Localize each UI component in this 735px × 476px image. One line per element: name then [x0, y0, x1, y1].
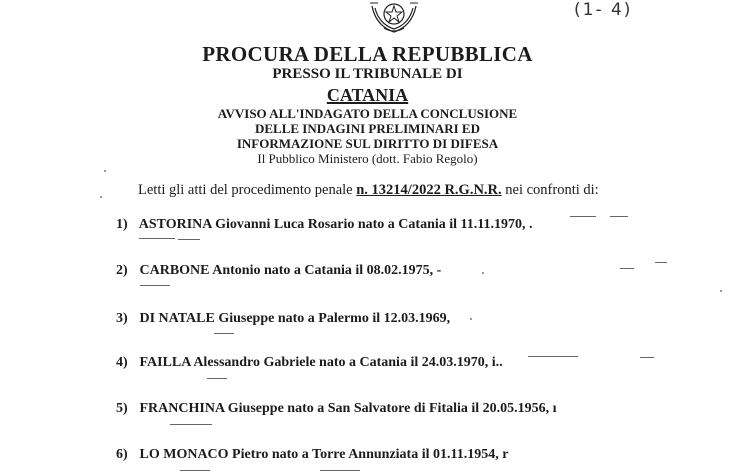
list-item-index: 2) [116, 263, 128, 278]
redaction-mark [610, 216, 628, 217]
redaction-mark [214, 333, 234, 334]
office-title: PROCURA DELLA REPUBBLICA [202, 42, 533, 66]
redaction-mark [140, 285, 170, 286]
list-item [116, 355, 503, 371]
list-item [116, 447, 508, 463]
list-item-index: 6) [116, 447, 128, 462]
notice-line-2: DELLE INDAGINI PRELIMINARI ED [254, 121, 480, 136]
redaction-mark [320, 470, 360, 471]
redaction-mark [528, 356, 578, 357]
redaction-mark [207, 378, 227, 379]
list-item-index: 3) [116, 311, 128, 326]
office-subtitle: PRESSO IL TRIBUNALE DI [272, 66, 463, 82]
scan-speck [100, 196, 102, 198]
list-item-index: 5) [116, 401, 128, 416]
notice-line-3: INFORMAZIONE SUL DIRITTO DI DIFESA [236, 136, 499, 151]
list-item-text: FRANCHINA Giuseppe nato a San Salvatore di Fitalia il 20.05.1956, ı [139, 401, 557, 416]
redaction-mark [178, 239, 200, 240]
list-item [116, 263, 441, 279]
redaction-mark [139, 238, 175, 239]
handwritten-page-note: (1- 4) [574, 0, 633, 20]
scan-speck [470, 318, 472, 320]
prosecutor-line: Il Pubblico Ministero (dott. Fabio Regolo) [257, 151, 478, 166]
scan-speck [720, 290, 722, 292]
redaction-mark [620, 268, 634, 269]
list-item-text: LO MONACO Pietro nato a Torre Annunziata il 01.11.1954, r [139, 447, 509, 462]
list-item [116, 401, 557, 417]
republic-emblem-icon [366, 0, 422, 34]
case-number: n. 13214/2022 R.G.N.R. [356, 182, 502, 198]
list-item-text: DI NATALE Giuseppe nato a Palermo il 12.03.1969, [139, 311, 451, 326]
list-item-text: FAILLA Alessandro Gabriele nato a Catania il 24.03.1970, i.. [139, 355, 503, 370]
redaction-mark [655, 262, 667, 263]
list-item-index: 1) [116, 217, 128, 232]
scan-speck [482, 272, 484, 274]
redaction-mark [170, 424, 212, 425]
list-item [116, 217, 532, 233]
redaction-mark [180, 470, 210, 471]
intro-text-before: Letti gli atti del procedimento penale [138, 182, 357, 198]
intro-sentence [138, 182, 599, 199]
list-item-text: ASTORINA Giovanni Luca Rosario nato a Catania il 11.11.1970, . [138, 217, 533, 232]
notice-line-1: AVVISO ALL'INDAGATO DELLA CONCLUSIONE [217, 106, 518, 121]
list-item-index: 4) [116, 355, 128, 370]
scan-speck [104, 170, 106, 172]
list-item [116, 311, 450, 327]
redaction-mark [640, 357, 654, 358]
list-item-text: CARBONE Antonio nato a Catania il 08.02.1975, - [139, 263, 442, 278]
redaction-mark [570, 216, 596, 217]
office-city: CATANIA [326, 85, 409, 105]
intro-text-after: nei confronti di: [501, 182, 599, 198]
